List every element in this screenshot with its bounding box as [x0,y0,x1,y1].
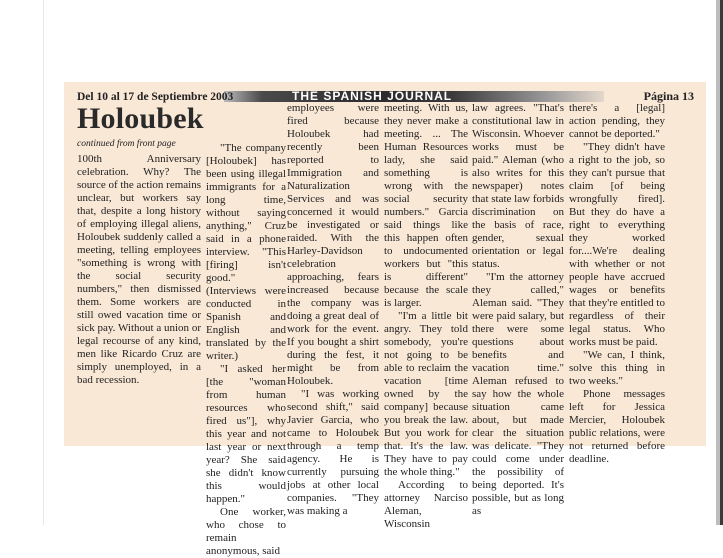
scan-edge-left [43,0,44,525]
paragraph: there's a [legal] action pending, they cannot be deported." [569,102,665,140]
paragraph: "I'm a little bit angry. They told somebody, you're not going to be able to reclaim the vacation [time owned by the company] because you break the law. But you work for that. It's the law. They have to pay the whole thing." [384,310,468,478]
article-column-3 [287,102,379,518]
page-number: Página 13 [643,89,694,103]
paragraph: 100th Anniversary celebration. Why? The source of the action remains unclear, but workers say that, despite a long history of employing illegal aliens, Holoubek suddenly called a meeting, telling employees "something is wrong with the social security numbers," then dismissed them. Some workers are still owed vacation time or sick pay. Without a union or legal recourse of any kind, men like Ricardo Cruz are simply unemployed, in a bad recession. [77,153,202,386]
paragraph: One worker, who chose to remain anonymous, said [206,506,286,557]
paragraph: "I was working second shift," said Javier Garcia, who came to Holoubek through a temp agency. He is currently pursuing jobs at other local companies. "They was making a [287,388,379,517]
newspaper-clipping [64,82,706,557]
article-column-1 [77,138,201,387]
paragraph: "They didn't have a right to the job, so they can't pursue that claim [of being wrongfully fired]. But they do have a right to everything they worked for....We're dealing with whether or not people have accrued wages or benefits that they're entitled to regardless of their legal status. Who works must be paid. [569,141,665,348]
publication-name: THE SPANISH JOURNAL [292,89,453,103]
article-column-6 [569,102,665,466]
paragraph: "The company [Holoubek] has been using illegal immigrants for a long time, without saying anything," Cruz said in a phone interview. "This [firing] isn't good." (Interviews were conducted in Spanish and English and translated by the writer.) [206,142,286,362]
headline: Holoubek [77,102,204,135]
masthead [64,88,706,102]
article-column-2 [206,142,286,558]
paragraph: meeting. With us, they never make a meeting. ... The Human Resources lady, she said something is wrong with the social security numbers." Garcia said things like this happen often to undocumented workers but "this is different" because the scale is larger. [384,102,468,309]
article-column-4 [384,102,468,531]
paragraph: According to attorney Narciso Aleman, Wisconsin [384,479,468,530]
paragraph: Phone messages left for Jessica Mercier, Holoubek public relations, were not returned before deadline. [569,388,665,465]
article-column-5 [472,102,564,518]
paragraph: "I asked her [the "woman from human resources who fired us"], why this year and not last year or next year? She said she didn't know this would happen." [206,363,286,505]
paragraph: "We can, I think, solve this thing in two weeks." [569,349,665,387]
kicker: continued from front page [77,139,176,149]
paragraph: law agrees. "That's constitutional law in Wisconsin. Whoever works must be paid." Aleman (who also writes for this newspaper) notes that state law forbids discrimination on the basis of race, gender, sexual orientation or legal status. [472,102,564,270]
issue-date: Del 10 al 17 de Septiembre 2003 [77,91,234,103]
paragraph: "I'm the attorney they called," Aleman said. "They were paid salary, but there were some questions about benefits and vacation time." Aleman refused to say how the whole situation came about, but made clear the situation was delicate. "They could come under the possibility of being deported. It's possible, but as long as [472,271,564,517]
paragraph: employees were fired because Holoubek had recently been reported to Immigration and Naturalization Services and was concerned it would be investigated or raided. With the Harley-Davidson celebration approaching, fears increased because the company was doing a great deal of work for the event. If you bought a shirt during the fest, it might be from Holoubek. [287,102,379,387]
